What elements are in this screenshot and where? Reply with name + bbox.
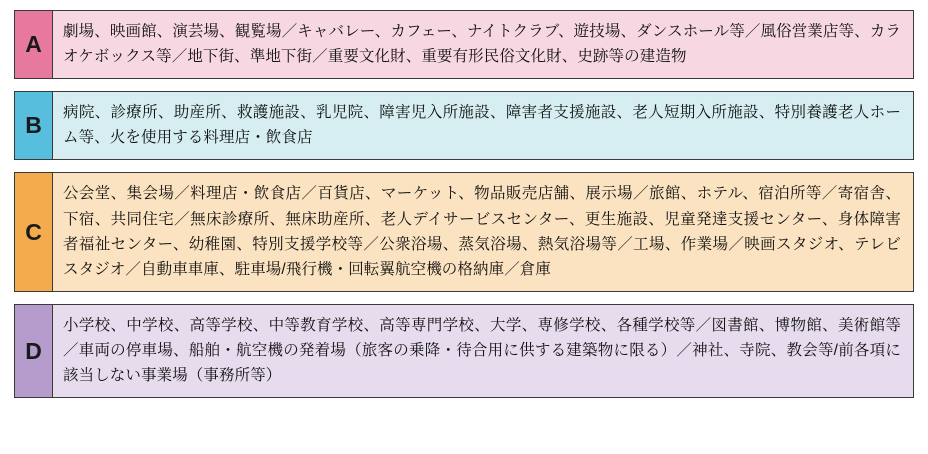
row-badge-b: B <box>15 92 53 159</box>
table-row <box>14 10 914 79</box>
table-row <box>14 91 914 160</box>
row-text-a: 劇場、映画館、演芸場、観覧場／キャバレー、カフェー、ナイトクラブ、遊技場、ダンスホール等／風俗営業店等、カラオケボックス等／地下街、準地下街／重要文化財、重要有形民俗文化財、史跡等の建造物 <box>63 23 901 66</box>
row-text-d: 小学校、中学校、高等学校、中等教育学校、高等専門学校、大学、専修学校、各種学校等／図書館、博物館、美術館等／車両の停車場、船舶・航空機の発着場（旅客の乗降・待合用に供する建築物に限る）／神社、寺院、教会等/前各項に該当しない事業場（事務所等） <box>63 316 901 385</box>
table-row <box>14 172 914 291</box>
row-badge-a: A <box>15 11 53 78</box>
row-badge-c: C <box>15 173 53 290</box>
table-row <box>14 304 914 398</box>
row-text-b: 病院、診療所、助産所、救護施設、乳児院、障害児入所施設、障害者支援施設、老人短期入所施設、特別養護老人ホーム等、火を使用する料理店・飲食店 <box>63 104 901 147</box>
row-text-c: 公会堂、集会場／料理店・飲食店／百貨店、マーケット、物品販売店舗、展示場／旅館、ホテル、宿泊所等／寄宿舎、下宿、共同住宅／無床診療所、無床助産所、老人デイサービスセンター、更生施設、児童発達支援センター、身体障害者福祉センター、幼稚園、特別支援学校等／公衆浴場、蒸気浴場、熱気浴場等／工場、作業場／映画スタジオ、テレビスタジオ／自動車車庫、駐車場/飛行機・回転翼航空機の格納庫／倉庫 <box>63 185 901 278</box>
row-badge-d: D <box>15 305 53 397</box>
